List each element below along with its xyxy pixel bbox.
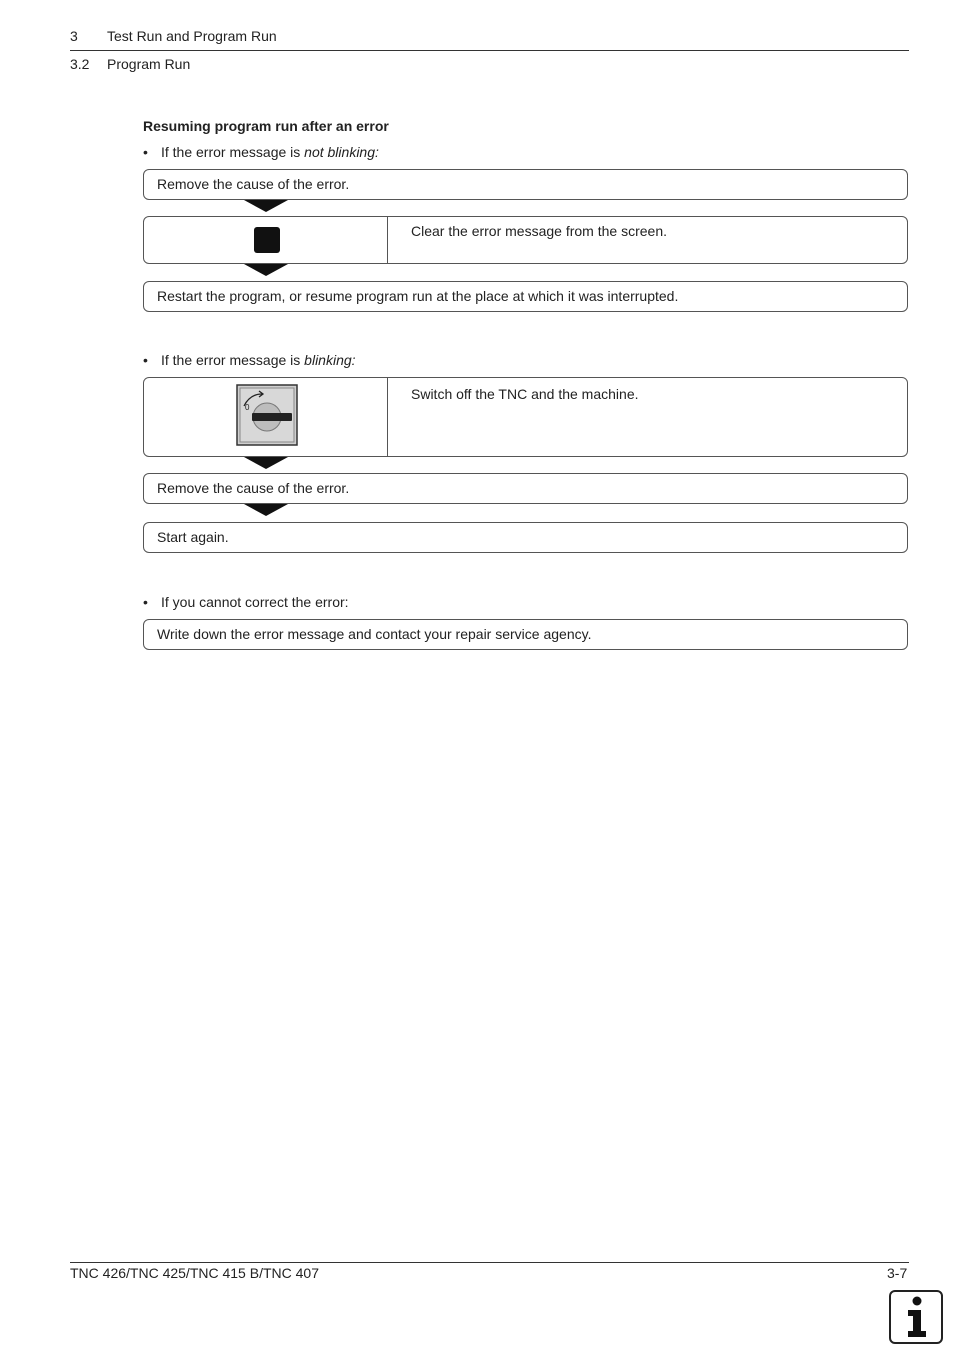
- section-number: 3.2: [70, 56, 90, 72]
- bullet-text: If the error message is: [161, 352, 305, 368]
- chapter-number: 3: [70, 28, 78, 44]
- chapter-title: Test Run and Program Run: [107, 28, 277, 44]
- bullet-dot: •: [143, 594, 148, 610]
- step-text: Remove the cause of the error.: [157, 480, 350, 496]
- step-text: Switch off the TNC and the machine.: [411, 386, 639, 402]
- arrow-down-icon: [244, 200, 288, 212]
- info-icon: [889, 1290, 943, 1344]
- footer-rule: [70, 1262, 909, 1263]
- svg-text:0: 0: [245, 403, 250, 412]
- bullet-not-blinking: [143, 144, 379, 160]
- page-number: 3-7: [887, 1265, 908, 1281]
- bullet-cannot-correct: [143, 594, 349, 610]
- header-rule: [70, 50, 909, 51]
- ce-key-icon: [254, 227, 280, 253]
- step-text: Start again.: [157, 529, 229, 545]
- step-remove-cause-2: [143, 473, 908, 504]
- section-title: Program Run: [107, 56, 191, 72]
- step-contact-service: [143, 619, 908, 650]
- step-text: Remove the cause of the error.: [157, 176, 350, 192]
- arrow-down-icon: [244, 457, 288, 469]
- divider: [387, 217, 388, 263]
- bullet-text: If you cannot correct the error:: [161, 594, 349, 610]
- divider: [387, 378, 388, 456]
- bullet-text: If the error message is: [161, 144, 305, 160]
- step-text: Restart the program, or resume program run at the place at which it was interrupted.: [157, 288, 679, 304]
- step-switch-off: [143, 377, 908, 457]
- bullet-dot: •: [143, 352, 148, 368]
- arrow-down-icon: [244, 504, 288, 516]
- footer-model: TNC 426/TNC 425/TNC 415 B/TNC 407: [70, 1265, 319, 1281]
- bullet-dot: •: [143, 144, 148, 160]
- step-text: Write down the error message and contact your repair service agency.: [157, 626, 592, 642]
- page-heading: Resuming program run after an error: [143, 118, 389, 134]
- bullet-emphasis: blinking:: [304, 352, 356, 368]
- power-switch-icon: [236, 384, 298, 446]
- step-clear-message: [143, 216, 908, 264]
- bullet-emphasis: not blinking:: [304, 144, 379, 160]
- step-restart-program: [143, 281, 908, 312]
- bullet-blinking: [143, 352, 356, 368]
- step-remove-cause-1: [143, 169, 908, 200]
- step-start-again: [143, 522, 908, 553]
- arrow-down-icon: [244, 264, 288, 276]
- step-text: Clear the error message from the screen.: [411, 223, 667, 239]
- info-glyph: [891, 1292, 941, 1342]
